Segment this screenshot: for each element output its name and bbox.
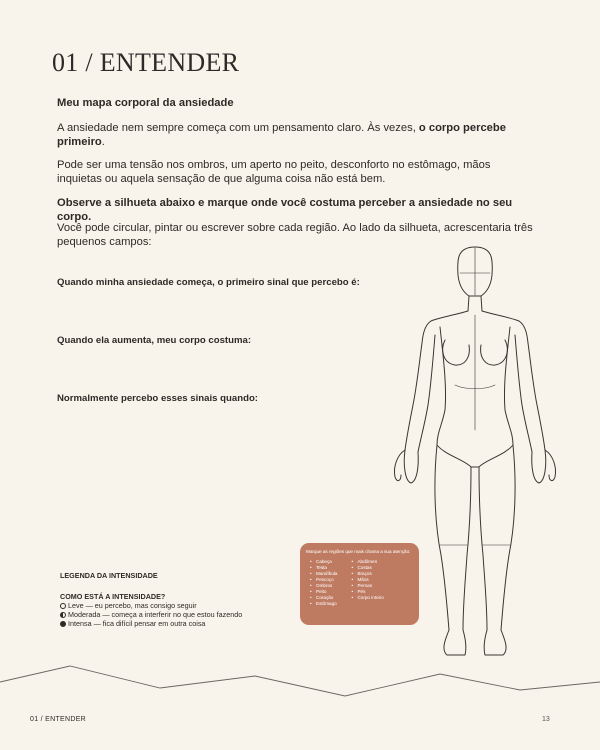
intro-paragraph (57, 121, 537, 149)
legend-level-mild (60, 601, 242, 610)
regions-column-1 (310, 559, 337, 607)
region-item: • Estômago (310, 601, 337, 607)
intensity-legend (60, 571, 242, 628)
question-when: Normalmente percebo esses sinais quando: (57, 393, 259, 404)
legend-level-intense (60, 619, 242, 628)
question-body-reaction: Quando ela aumenta, meu corpo costuma: (57, 335, 252, 346)
page-number: 13 (542, 716, 550, 723)
symptoms-paragraph: Pode ser uma tensão nos ombros, um aperto no peito, desconforto no estômago, mãos inquietas ou aquela sensação de que alguma coisa não está bem. (57, 159, 491, 185)
legend-level-moderate (60, 610, 242, 619)
fields-paragraph: Você pode circular, pintar ou escrever sobre cada região. Ao lado da silhueta, acrescentaria três pequenos campos: (57, 222, 533, 248)
region-item: • Pescoço (310, 577, 337, 583)
legend-question: COMO ESTÁ A INTENSIDADE? (60, 592, 166, 601)
decorative-wave-line (0, 660, 600, 700)
legend-level-label: Moderada — começa a interferir no que estou fazendo (68, 610, 243, 619)
region-item: • Cabeça (310, 559, 337, 565)
regions-list (306, 559, 413, 607)
region-item: • Costas (351, 565, 383, 571)
region-item: • Abdômen (351, 559, 383, 565)
question-first-signal: Quando minha ansiedade começa, o primeiro sinal que percebo é: (57, 277, 360, 288)
region-item: • Peito (310, 589, 337, 595)
legend-level-label: Leve — eu percebo, mas consigo seguir (68, 601, 197, 610)
intro-text: A ansiedade nem sempre começa com um pensamento claro. Às vezes, (57, 122, 419, 134)
section-subtitle: Meu mapa corporal da ansiedade (57, 97, 234, 109)
legend-title: LEGENDA DA INTENSIDADE (60, 571, 158, 580)
region-item: • Coração (310, 595, 337, 601)
empty-circle-icon (60, 603, 66, 609)
half-circle-icon (60, 612, 66, 618)
filled-circle-icon (60, 621, 66, 627)
region-item: • Ombros (310, 583, 337, 589)
body-regions-card (300, 543, 419, 625)
footer-section-label: 01 / ENTENDER (30, 716, 87, 723)
region-item: • Mãos (351, 577, 383, 583)
region-item: • Braços (351, 571, 383, 577)
region-item: • Pés (351, 589, 383, 595)
legend-level-label: Intensa — fica difícil pensar em outra coisa (68, 619, 206, 628)
card-intro: Marque as regiões que mais chama a sua atenção: (306, 549, 411, 554)
intro-bold-text: o corpo percebe primeiro (57, 122, 506, 148)
page-title: 01 / ENTENDER (52, 48, 240, 77)
intro-end: . (101, 136, 105, 148)
regions-column-2 (351, 559, 383, 607)
region-item: • Corpo inteiro (351, 595, 383, 601)
region-item: • Mandíbula (310, 571, 337, 577)
region-item: • Testa (310, 565, 337, 571)
region-item: • Pernas (351, 583, 383, 589)
instruction-paragraph: Observe a silhueta abaixo e marque onde você costuma perceber a ansiedade no seu corpo. (57, 197, 513, 223)
